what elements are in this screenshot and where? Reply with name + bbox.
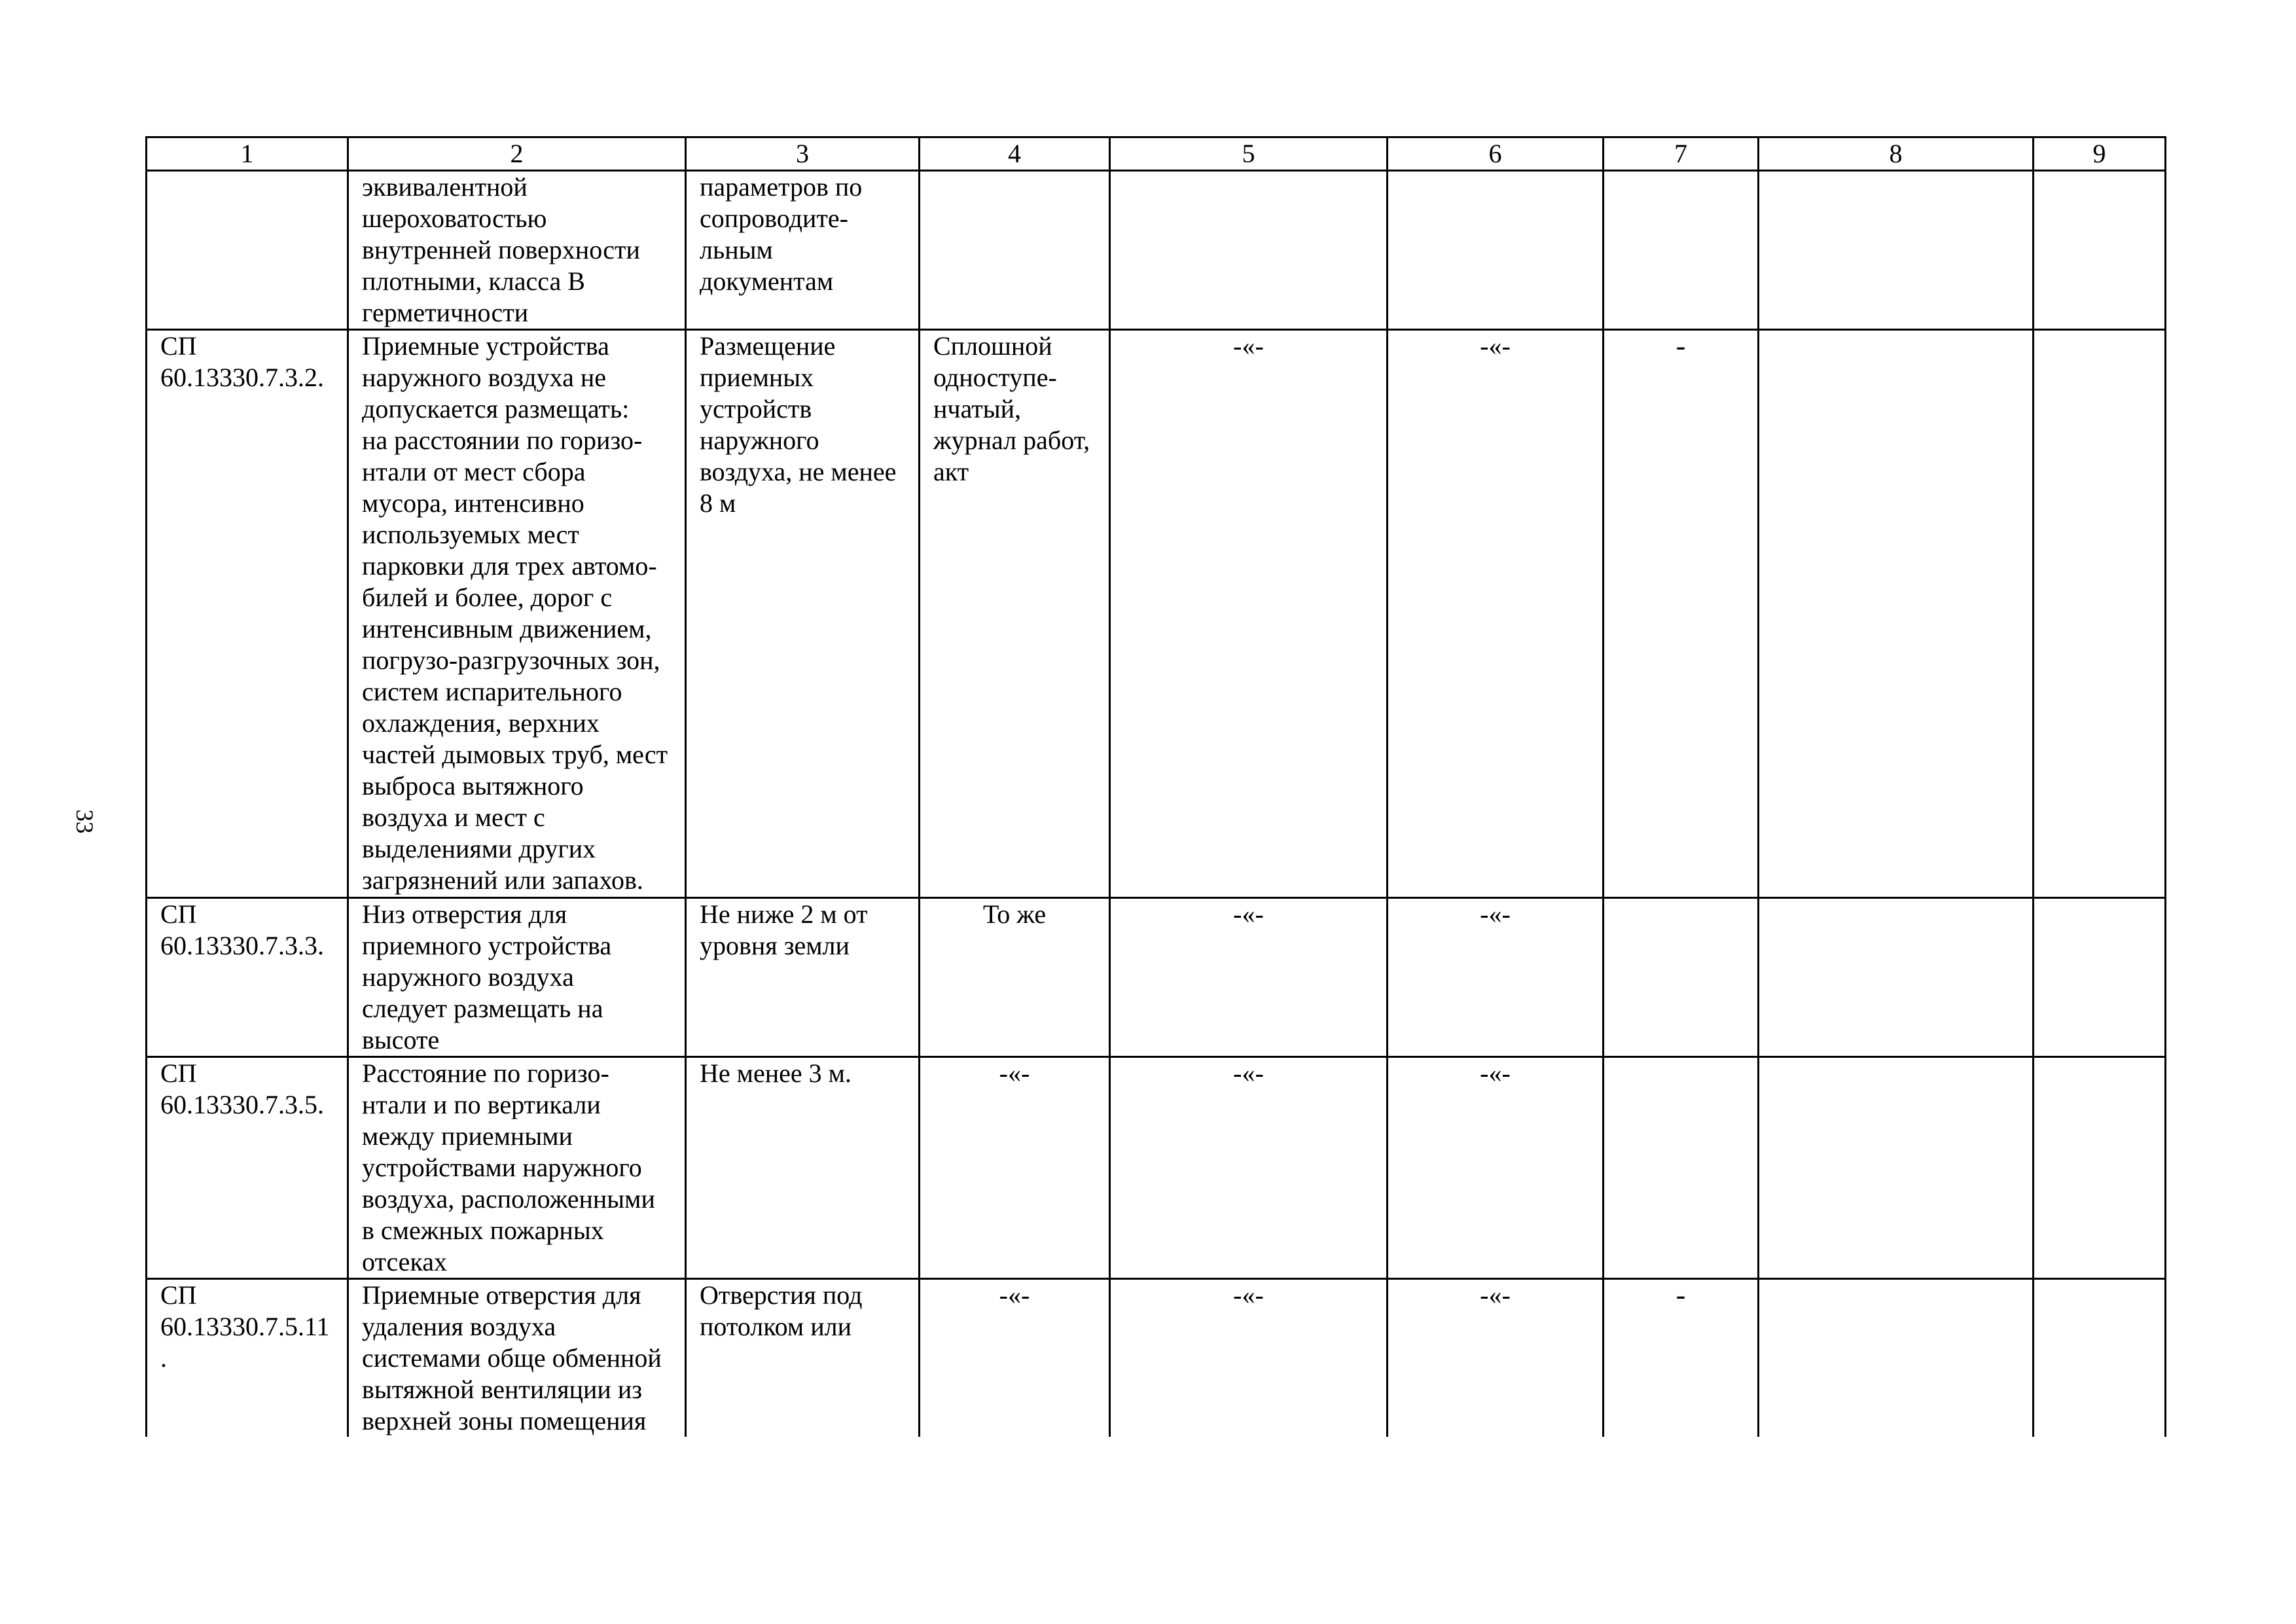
header-cell-6: 6 <box>1388 137 1604 171</box>
cell-col6: -«- <box>1388 898 1604 1057</box>
cell-requirement: эквивалентной шероховатостью внутренней поверхности плотными, класса В герметичности <box>348 171 686 330</box>
header-cell-4: 4 <box>920 137 1110 171</box>
table-row <box>147 330 2166 898</box>
header-cell-3: 3 <box>686 137 920 171</box>
cell-col6: -«- <box>1388 1057 1604 1279</box>
cell-col5: -«- <box>1110 330 1388 898</box>
table-row <box>147 1057 2166 1279</box>
cell-col7: - <box>1604 1279 1759 1437</box>
cell-col8 <box>1759 1279 2034 1437</box>
header-row <box>147 137 2166 171</box>
cell-col6: -«- <box>1388 1279 1604 1437</box>
cell-col8 <box>1759 1057 2034 1279</box>
cell-parameter: Не ниже 2 м от уровня земли <box>686 898 920 1057</box>
cell-col9 <box>2034 898 2166 1057</box>
cell-requirement: Расстояние по горизо- нтали и по вертикали между приемными устройствами наружного воздуха, расположенными в смежных пожарных отсеках <box>348 1057 686 1279</box>
cell-control-method: -«- <box>920 1057 1110 1279</box>
table-row <box>147 898 2166 1057</box>
header-cell-1: 1 <box>147 137 348 171</box>
cell-col7 <box>1604 898 1759 1057</box>
cell-parameter: параметров по сопроводите- льным документам <box>686 171 920 330</box>
cell-requirement: Приемные отверстия для удаления воздуха системами обще обменной вытяжной вентиляции из верхней зоны помещения <box>348 1279 686 1437</box>
cell-col7 <box>1604 171 1759 330</box>
table-row <box>147 171 2166 330</box>
cell-col6: -«- <box>1388 330 1604 898</box>
cell-control-method: То же <box>920 898 1110 1057</box>
cell-col5: -«- <box>1110 898 1388 1057</box>
cell-reference: СП 60.13330.7.5.11 . <box>147 1279 348 1437</box>
cell-parameter: Отверстия под потолком или <box>686 1279 920 1437</box>
header-cell-2: 2 <box>348 137 686 171</box>
cell-col8 <box>1759 898 2034 1057</box>
cell-col9 <box>2034 330 2166 898</box>
cell-col5: -«- <box>1110 1279 1388 1437</box>
header-cell-7: 7 <box>1604 137 1759 171</box>
cell-col5 <box>1110 171 1388 330</box>
cell-control-method: -«- <box>920 1279 1110 1437</box>
cell-reference <box>147 171 348 330</box>
inspection-table <box>145 136 2166 1437</box>
cell-requirement: Приемные устройства наружного воздуха не допускается размещать: на расстоянии по горизо- нтали от мест сбора мусора, интенсивно используемых мест парковки для трех автомо- билей и более, дорог с интенсивным движением, погрузо-разгрузочных зон, систем испарительного охлаждения, верхних частей дымовых труб, мест выброса вытяжного воздуха и мест с выделениями других загрязнений или запахов. <box>348 330 686 898</box>
cell-control-method <box>920 171 1110 330</box>
cell-col9 <box>2034 1057 2166 1279</box>
cell-requirement: Низ отверстия для приемного устройства наружного воздуха следует размещать на высоте <box>348 898 686 1057</box>
cell-reference: СП 60.13330.7.3.5. <box>147 1057 348 1279</box>
table-row <box>147 1279 2166 1437</box>
cell-col5: -«- <box>1110 1057 1388 1279</box>
cell-col7 <box>1604 1057 1759 1279</box>
page-number: 33 <box>71 809 98 834</box>
cell-reference: СП 60.13330.7.3.3. <box>147 898 348 1057</box>
cell-reference: СП 60.13330.7.3.2. <box>147 330 348 898</box>
cell-col8 <box>1759 330 2034 898</box>
cell-parameter: Не менее 3 м. <box>686 1057 920 1279</box>
cell-col8 <box>1759 171 2034 330</box>
header-cell-9: 9 <box>2034 137 2166 171</box>
header-cell-8: 8 <box>1759 137 2034 171</box>
cell-parameter: Размещение приемных устройств наружного воздуха, не менее 8 м <box>686 330 920 898</box>
cell-control-method: Сплошной одноступе- нчатый, журнал работ, акт <box>920 330 1110 898</box>
cell-col6 <box>1388 171 1604 330</box>
cell-col9 <box>2034 1279 2166 1437</box>
cell-col7: - <box>1604 330 1759 898</box>
cell-col9 <box>2034 171 2166 330</box>
header-cell-5: 5 <box>1110 137 1388 171</box>
